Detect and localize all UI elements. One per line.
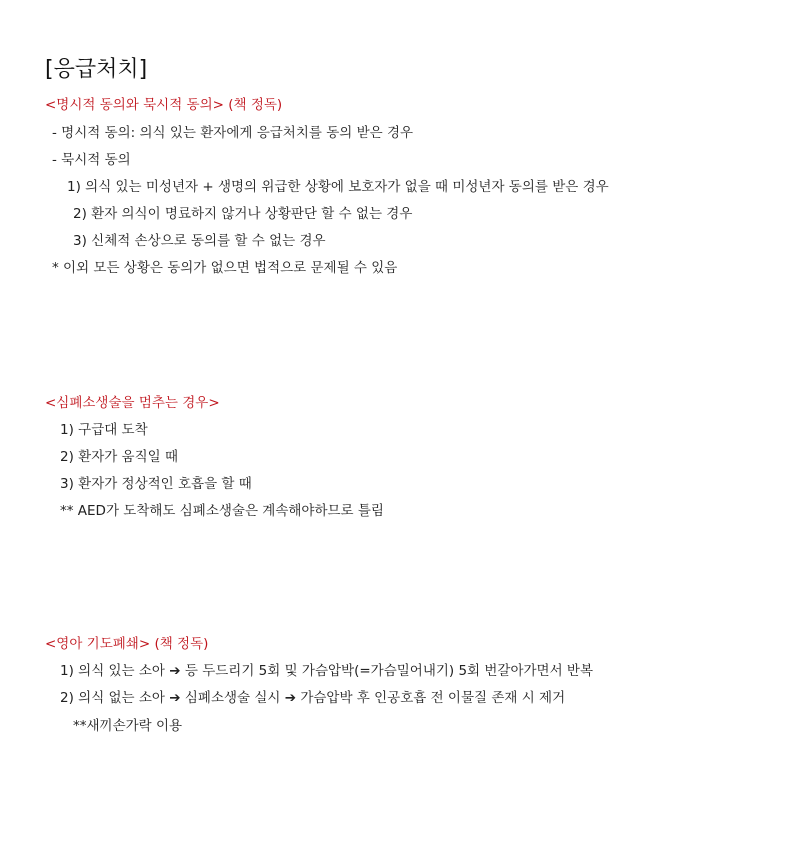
section-heading-infant-choking: <영아 기도폐쇄> (책 정독) xyxy=(45,636,209,652)
section-heading-cpr-stop: <심폐소생술을 멈추는 경우> xyxy=(45,395,220,411)
infant-choking-line-2: 2) 의식 없는 소아 ➔ 심폐소생술 실시 ➔ 가슴압박 후 인공호흡 전 이물질 존재 시 제거 xyxy=(60,690,566,706)
infant-choking-note: **새끼손가락 이용 xyxy=(73,718,183,734)
cpr-stop-note: ** AED가 도착해도 심폐소생술은 계속해야하므로 틀림 xyxy=(60,503,384,519)
cpr-stop-line-1: 1) 구급대 도착 xyxy=(60,422,148,438)
consent-line-implied-2: 2) 환자 의식이 명료하지 않거나 상황판단 할 수 없는 경우 xyxy=(73,206,413,222)
cpr-stop-line-2: 2) 환자가 움직일 때 xyxy=(60,449,179,465)
cpr-stop-line-3: 3) 환자가 정상적인 호흡을 할 때 xyxy=(60,476,252,492)
consent-line-implied: - 묵시적 동의 xyxy=(52,152,131,168)
infant-choking-line-1: 1) 의식 있는 소아 ➔ 등 두드리기 5회 및 가슴압박(=가슴밀어내기) 5회 번갈아가면서 반복 xyxy=(60,663,593,679)
section-heading-consent: <명시적 동의와 묵시적 동의> (책 정독) xyxy=(45,97,283,113)
consent-line-implied-3: 3) 신체적 손상으로 동의를 할 수 없는 경우 xyxy=(73,233,326,249)
consent-line-implied-1: 1) 의식 있는 미성년자 + 생명의 위급한 상황에 보호자가 없을 때 미성년자 동의를 받은 경우 xyxy=(67,179,609,195)
page-title: [응급처치] xyxy=(45,57,148,82)
consent-note: * 이외 모든 상황은 동의가 없으면 법적으로 문제될 수 있음 xyxy=(52,260,398,276)
consent-line-explicit: - 명시적 동의: 의식 있는 환자에게 응급처치를 동의 받은 경우 xyxy=(52,125,414,141)
